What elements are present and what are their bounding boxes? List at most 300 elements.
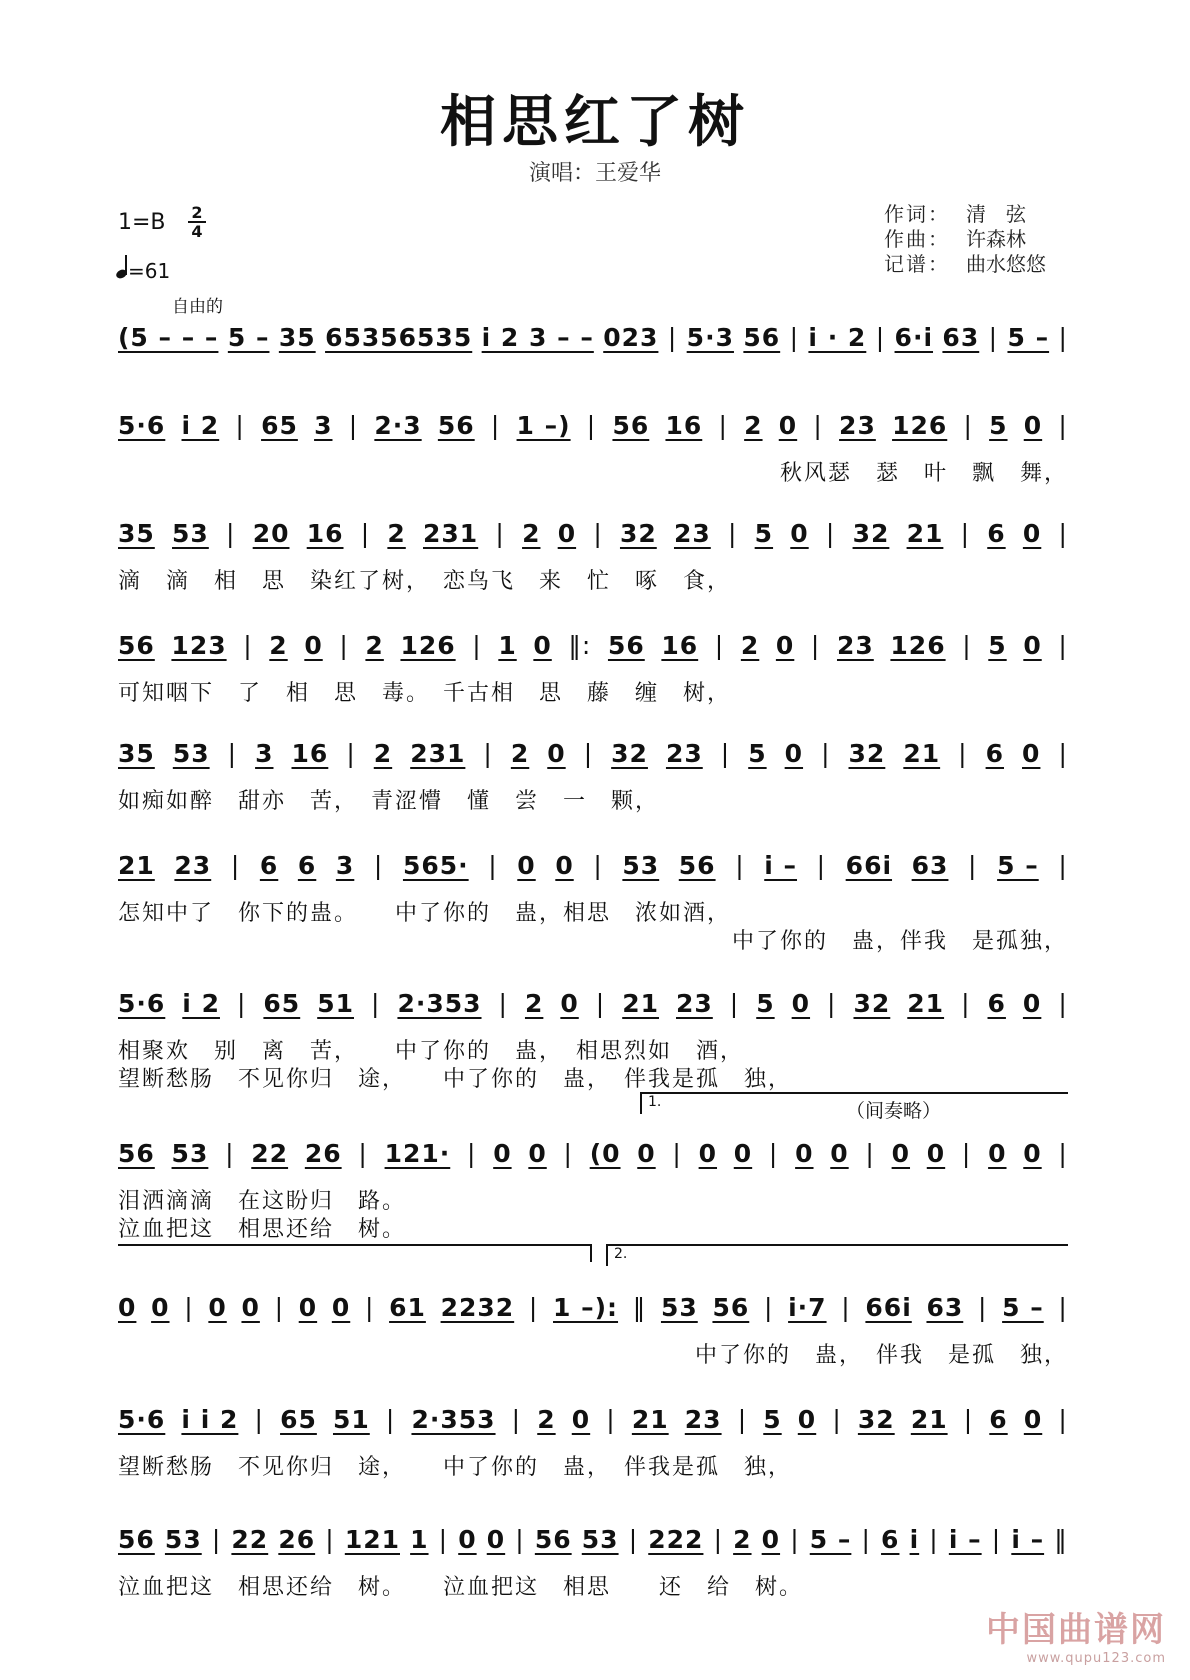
notation-row [118,732,1068,774]
barline: | [360,518,371,548]
barline: | [861,1524,871,1554]
note-group: 16 [661,630,699,660]
volta-1-bracket [118,1244,592,1246]
notation-row [118,1132,1068,1174]
notation-row [118,1518,1068,1560]
note-group: 1 [410,1524,429,1554]
barline: ‖: [568,630,592,660]
note-group: 1 [498,630,517,660]
note-group: 0 [560,988,579,1018]
note-group: 5 [756,988,775,1018]
note-group: 0 [547,738,566,768]
note-group: 53 [622,850,660,880]
notation-row [118,512,1068,554]
note-group: 0 [151,1292,170,1322]
note-group: (5 – – – [118,322,219,352]
note-group: 53 [660,1292,698,1322]
note-group: 26 [304,1138,342,1168]
note-group: 126 [890,630,946,660]
barline: | [713,1524,723,1554]
barline: | [583,738,594,768]
barline: | [1058,850,1068,880]
note-group: 0 [926,1138,946,1168]
barline: | [628,1524,639,1554]
note-group: 0 [1023,1404,1043,1434]
barline: | [963,410,973,440]
note-group: 6 [989,1404,1008,1434]
barline: | [364,1292,375,1322]
barline: | [235,410,245,440]
note-group: 6·i [894,322,934,352]
note-group: 32 [848,738,886,768]
note-group: 123 [171,630,227,660]
note-group: 0 [790,518,809,548]
note-group: 23 [174,850,212,880]
note-group: i [909,1524,920,1554]
notation-row [118,982,1068,1024]
note-group: 0 [791,988,811,1018]
note-group: 0 [778,410,798,440]
note-group: i – [948,1524,982,1554]
tempo-marking [116,256,170,283]
barline: | [211,1524,222,1554]
note-group: 5 – [1007,322,1050,352]
note-group: 0 [1023,1138,1042,1168]
barline: | [958,738,968,768]
barline: | [438,1524,449,1554]
note-group: 126 [892,410,948,440]
note-group: i 2 [181,410,220,440]
barline: | [718,410,728,440]
note-group: 53 [172,738,210,768]
notation-row [118,624,1068,666]
barline: | [875,322,886,352]
note-group: 66i [865,1292,912,1322]
note-group: 26 [278,1524,316,1554]
barline: | [865,1138,875,1168]
note-group: 35 [118,518,155,548]
note-group: 61 [389,1292,426,1322]
barline: | [821,738,831,768]
note-group: 23 [836,630,874,660]
note-group: 0 [698,1138,718,1168]
credit-label: 作曲： [884,227,950,251]
volta-1-bracket-end [590,1244,592,1262]
note-group: 121· [384,1138,451,1168]
note-group: 56 [612,410,650,440]
lyric-line-1: 相聚欢 别 离 苦， 中了你的 蛊， 相思烈如 酒， [118,1039,745,1064]
note-group: 0 [331,1292,351,1322]
barline: | [515,1524,525,1554]
note-group: i·7 [788,1292,827,1322]
barline: ‖ [632,1292,647,1322]
note-group: 53 [171,1138,209,1168]
barline: | [595,988,606,1018]
note-group: (0 [589,1138,621,1168]
note-group: 0 [891,1138,911,1168]
note-group: 5 – [809,1524,852,1554]
lyric-line-1: 秋风瑟 瑟 叶 飘 舞， [779,461,1068,486]
note-group: 35 [118,738,155,768]
lyric-line-2: 泣血把这 相思还给 树。 [118,1217,407,1242]
note-group: 21 [118,850,155,880]
note-group: 2 [373,738,393,768]
note-group: 51 [317,988,354,1018]
barline: | [827,988,837,1018]
note-group: 22 [231,1524,269,1554]
note-group: 23 [676,988,713,1018]
barline: | [511,1404,522,1434]
lyric-line-1: 滴 滴 相 思 染红了树， 恋鸟飞 来 忙 啄 食， [118,569,732,594]
note-group: 2·353 [411,1404,496,1434]
barline: | [586,410,597,440]
time-signature [188,204,206,240]
barline: | [720,738,731,768]
barline: | [254,1404,264,1434]
note-group: 0 [733,1138,753,1168]
barline: | [358,1138,368,1168]
staff-line [118,1128,1068,1242]
note-group: 66i [845,850,893,880]
barline: | [961,988,971,1018]
note-group: 2 [740,630,760,660]
note-group: 565· [402,850,469,880]
note-group: 5 [763,1404,782,1434]
note-group: 0 [118,1292,137,1322]
lyric-line-1: 望断愁肠 不见你归 途， 中了你的 蛊， 伴我是孤 独， [118,1455,793,1480]
staff-line [118,1282,1068,1368]
note-group: 0 [761,1524,781,1554]
note-group: 2 [733,1524,752,1554]
note-group: 2232 [440,1292,515,1322]
barline: | [227,738,238,768]
note-group: 6 [881,1524,900,1554]
note-group: 0 [795,1138,814,1168]
barline: | [563,1138,573,1168]
note-group: 56 [534,1524,572,1554]
lyric-line-2: 望断愁肠 不见你归 途， 中了你的 蛊， 伴我是孤 独， [118,1067,793,1092]
note-group: 5 [988,630,1007,660]
note-group: 56 [118,630,155,660]
note-group: i – [1011,1524,1045,1554]
barline: | [1058,1138,1068,1168]
note-group: 65 [280,1404,317,1434]
credit-transcriber [884,252,1046,277]
barline: | [373,850,384,880]
credit-value: 许森林 [966,227,1026,251]
note-group: 2 [387,518,406,548]
staff-line [118,1394,1068,1480]
note-group: 0 [1022,738,1041,768]
note-group: 1 –) [516,410,571,440]
note-group: 20 [252,518,290,548]
note-group: 16 [306,518,344,548]
note-group: 0 [298,1292,318,1322]
note-group: 16 [291,738,329,768]
barline: | [593,850,603,880]
barline: | [236,988,247,1018]
note-group: 6 [985,738,1004,768]
note-group: 65356535 [325,322,473,352]
note-group: 2 [269,630,288,660]
barline: | [667,322,678,352]
barline: | [789,322,800,352]
barline: | [184,1292,194,1322]
barline: | [813,410,823,440]
barline: | [735,850,745,880]
note-group: i 2 3 – – [481,322,594,352]
note-group: 0 [486,1524,506,1554]
barline: | [1058,988,1068,1018]
barline: | [385,1404,396,1434]
barline: | [714,630,725,660]
credit-value: 清 弦 [966,202,1026,226]
note-group: 32 [611,738,648,768]
note-group: 3 [255,738,274,768]
credit-label: 作词： [884,202,950,226]
note-group: 16 [665,410,703,440]
note-group: i i 2 [181,1404,239,1434]
note-group: 0 [517,850,536,880]
note-group: 56 [437,410,475,440]
barline: | [483,738,493,768]
note-group: 023 [603,322,659,352]
credits [884,202,1046,277]
barline: | [472,630,482,660]
barline: | [495,518,505,548]
note-group: 1 –): [553,1292,619,1322]
barline: | [230,850,241,880]
notation-row [118,1398,1068,1440]
staff-line [118,508,1068,594]
note-group: 0 [493,1138,512,1168]
barline: | [488,850,498,880]
note-group: 56 [607,630,645,660]
barline: | [929,1524,939,1554]
lyric-line-1: 可知咽下 了 相 思 毒。 千古相 思 藤 缠 树， [118,681,732,706]
note-group: 63 [926,1292,964,1322]
note-group: 5 – [1002,1292,1044,1322]
watermark-url: www.qupu123.com [1026,1651,1166,1666]
note-group: 53 [164,1524,202,1554]
note-group: 0 [557,518,577,548]
note-group: 2 [522,518,541,548]
staff-line [118,1514,1068,1600]
interlude-label: （间奏略） [846,1100,942,1122]
note-group: 5 [989,410,1008,440]
barline: | [988,322,999,352]
note-group: 2 [537,1404,556,1434]
barline: | [1058,322,1068,352]
barline: | [1058,518,1068,548]
note-group: 5 [754,518,774,548]
note-group: 5·3 [686,322,734,352]
staff-line [118,312,1068,366]
note-group: 53 [172,518,209,548]
note-group: 32 [619,518,657,548]
note-group: 2 [365,630,384,660]
notation-row [118,404,1068,446]
note-group: 0 [458,1524,477,1554]
barline: | [243,630,253,660]
note-group: 5 – [227,322,270,352]
note-group: 0 [784,738,804,768]
barline: | [225,1138,235,1168]
note-group: 5·6 [118,1404,166,1434]
note-group: 5·6 [118,410,166,440]
staff-line [118,978,1068,1092]
barline: | [991,1524,1002,1554]
barline: | [963,1404,974,1434]
note-group: 32 [853,988,891,1018]
key-signature: 1=B [118,210,166,235]
singer-line: 演唱：王爱华 [528,161,661,186]
barline: | [737,1404,748,1434]
barline: | [490,410,501,440]
barline: | [968,850,978,880]
note-group: 2 [510,738,530,768]
notation-row [118,316,1068,358]
note-group: 3 [335,850,355,880]
barline: | [961,1138,972,1168]
barline: | [810,630,821,660]
note-group: 3 [314,410,333,440]
tempo-value: =61 [128,259,171,283]
note-group: 121 [344,1524,400,1554]
barline: | [498,988,508,1018]
watermark-logo: 中国曲谱网 [986,1610,1166,1650]
barline: | [832,1404,842,1434]
note-group: 5·6 [118,988,166,1018]
staff-line [118,840,1068,954]
lyric-line-2: 中了你的 蛊，伴我 是孤独， [731,929,1068,954]
note-group: 21 [622,988,659,1018]
staff-line [118,728,1068,814]
quarter-note-icon [116,256,128,278]
note-group: 35 [278,322,316,352]
note-group: 21 [631,1404,669,1434]
note-group: 53 [581,1524,619,1554]
note-group: 23 [673,518,711,548]
note-group: 2·353 [397,988,482,1018]
note-group: 2 [744,410,763,440]
barline: ‖ [1054,1524,1068,1554]
credit-composer [884,227,1046,252]
note-group: 231 [410,738,466,768]
note-group: i · 2 [808,322,867,352]
note-group: 21 [910,1404,948,1434]
barline: | [606,1404,616,1434]
volta-2-label: 2. [614,1246,628,1262]
note-group: 21 [903,738,941,768]
barline: | [1058,410,1068,440]
note-group: 23 [684,1404,722,1434]
barline: | [274,1292,285,1322]
staff-line [118,620,1068,706]
note-group: 56 [743,322,781,352]
note-group: 231 [423,518,479,548]
note-group: 2 [524,988,544,1018]
barline: | [768,1138,779,1168]
note-group: 56 [118,1138,155,1168]
note-group: 23 [839,410,876,440]
barline: | [763,1292,774,1322]
note-group: 22 [251,1138,289,1168]
notation-row [118,844,1068,886]
barline: | [790,1524,800,1554]
note-group: 0 [775,630,795,660]
note-group: 0 [571,1404,591,1434]
note-group: 23 [665,738,703,768]
note-group: 0 [1023,410,1043,440]
barline: | [348,410,359,440]
note-group: 0 [1022,988,1042,1018]
note-group: 5 – [997,850,1039,880]
barline: | [816,850,827,880]
note-group: 6 [987,518,1006,548]
lyric-line-1: 泣血把这 相思还给 树。 泣血把这 相思 还 给 树。 [118,1575,804,1600]
barline: | [962,630,972,660]
barline: | [960,518,971,548]
barline: | [346,738,356,768]
note-group: 63 [911,850,949,880]
credit-value: 曲水悠悠 [966,252,1046,276]
barline: | [977,1292,988,1322]
barline: | [371,988,381,1018]
barline: | [672,1138,682,1168]
note-group: 5 [748,738,767,768]
note-group: 56 [678,850,716,880]
note-group: 0 [1022,518,1042,548]
note-group: 0 [533,630,552,660]
note-group: 32 [857,1404,895,1434]
lyric-line-1: 如痴如醉 甜亦 苦， 青涩懵 懂 尝 一 颗， [118,789,660,814]
note-group: 0 [304,630,323,660]
note-group: 0 [241,1292,260,1322]
barline: | [825,518,836,548]
watermark [986,1602,1166,1666]
note-group: 2·3 [374,410,422,440]
lyric-line-1: 泪洒滴滴 在这盼归 路。 [118,1189,407,1214]
note-group: i 2 [182,988,220,1018]
barline: | [1058,1292,1068,1322]
barline: | [325,1524,335,1554]
note-group: 0 [637,1138,656,1168]
note-group: 0 [830,1138,849,1168]
barline: | [528,1292,539,1322]
barline: | [467,1138,477,1168]
credit-label: 记谱： [884,252,950,276]
barline: | [841,1292,851,1322]
note-group: 0 [555,850,574,880]
volta-2 [606,1244,1068,1266]
barline: | [593,518,603,548]
note-group: 6 [987,988,1006,1018]
note-group: 0 [988,1138,1007,1168]
note-group: 56 [712,1292,750,1322]
note-group: 6 [297,850,317,880]
note-group: 222 [648,1524,704,1554]
note-group: 0 [1023,630,1042,660]
note-group: 65 [263,988,301,1018]
barline: | [1058,1404,1068,1434]
note-group: 21 [907,988,945,1018]
barline: | [1058,738,1068,768]
credit-lyricist [884,202,1046,227]
page-title: 相思红了树 [440,89,750,155]
lyric-line-1: 中了你的 蛊， 伴我 是孤 独， [694,1343,1068,1368]
note-group: 0 [797,1404,817,1434]
